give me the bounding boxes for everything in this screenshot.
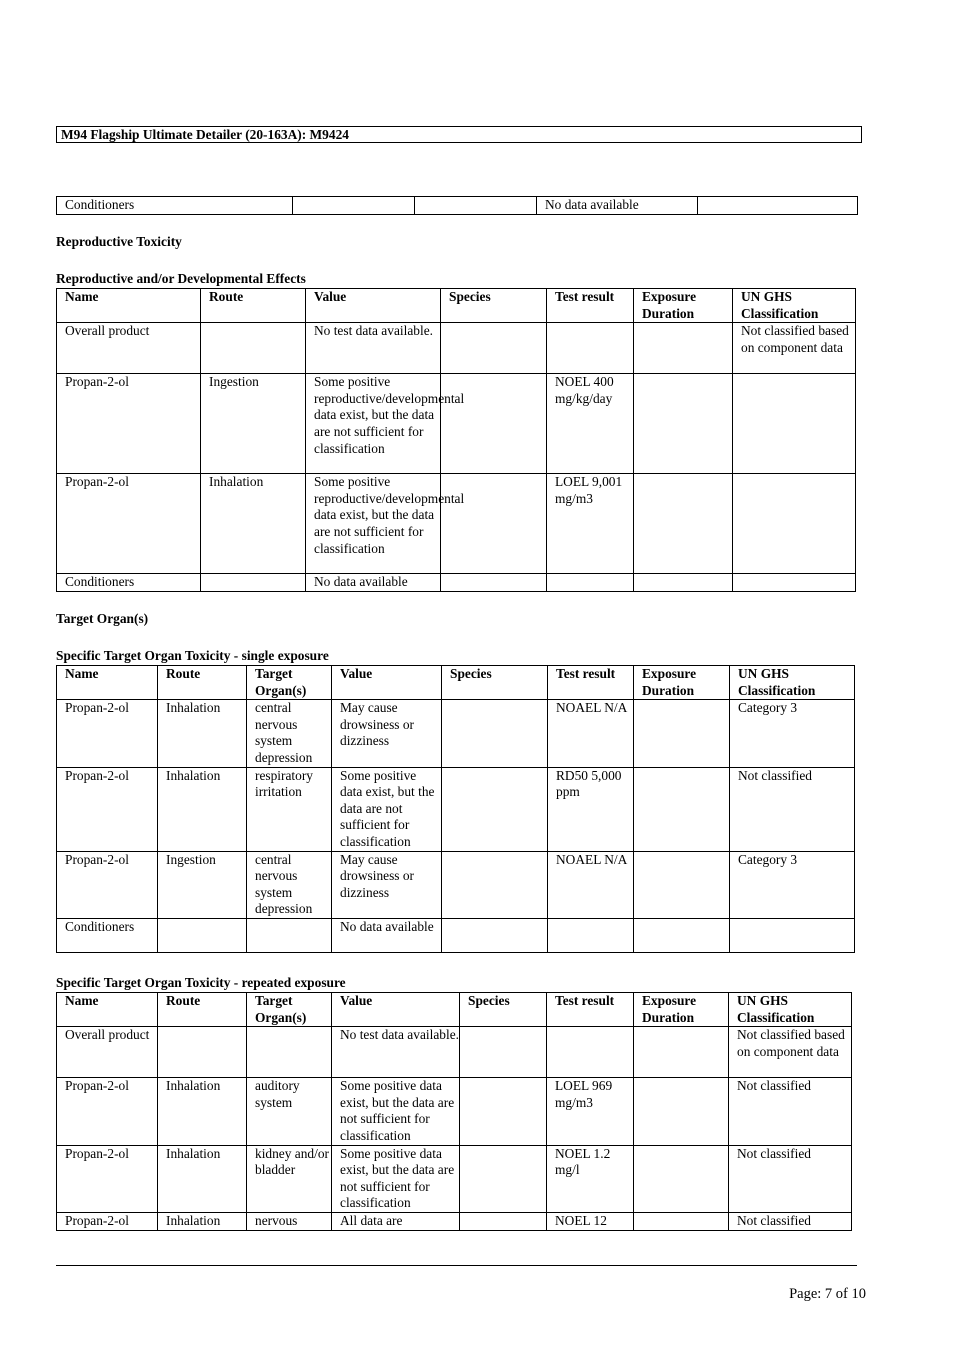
table-cell [201,323,306,374]
table-cell: Propan-2-ol [57,1212,158,1230]
page-number: Page: 7 of 10 [789,1286,866,1302]
table-cell: Propan-2-ol [57,851,158,918]
document-header: M94 Flagship Ultimate Detailer (20-163A): M9424 [56,126,862,143]
table-cell [634,1078,729,1145]
column-header: Species [460,993,547,1027]
column-header: Route [158,666,247,700]
table-cell: Propan-2-ol [57,767,158,851]
subtitle-single-exposure: Specific Target Organ Toxicity - single exposure [56,648,329,663]
repro-header-row [57,289,856,323]
table-cell [733,474,856,574]
single-exposure-table [56,665,855,953]
column-header: Route [158,993,247,1027]
column-header: UN GHS Classification [733,289,856,323]
table-row [57,918,855,952]
table-cell [634,1212,729,1230]
table-cell [460,1212,547,1230]
table-cell: central nervous system depression [247,851,332,918]
table-cell: Propan-2-ol [57,1145,158,1212]
table-cell: NOEL 400 mg/kg/day [547,374,634,474]
column-header: Exposure Duration [634,666,730,700]
column-header: Target Organ(s) [247,993,332,1027]
table-row [57,1027,852,1078]
table-cell: Not classified [729,1078,852,1145]
column-header: Value [306,289,441,323]
table-cell [547,574,634,592]
table-cell: No data available [306,574,441,592]
section-title-reproductive: Reproductive Toxicity [56,234,182,249]
table-cell [634,851,730,918]
table-cell: Inhalation [158,767,247,851]
repeated-header-row [57,993,852,1027]
table-cell [548,918,634,952]
table-cell: Inhalation [158,700,247,767]
table-cell: Propan-2-ol [57,1078,158,1145]
table-row [57,197,858,215]
table-cell: Propan-2-ol [57,474,201,574]
table-cell [441,574,547,592]
table-cell: auditory system [247,1078,332,1145]
footer-rule [56,1265,857,1266]
table-cell: Category 3 [730,700,855,767]
table-cell [634,474,733,574]
table-cell: central nervous system depression [247,700,332,767]
table-cell [460,1027,547,1078]
repro-table-body [57,323,856,592]
column-header: Species [441,289,547,323]
table-cell [158,1027,247,1078]
table-cell: NOAEL N/A [548,851,634,918]
table-cell: Not classified [729,1145,852,1212]
column-header: Value [332,993,460,1027]
table-cell [442,918,548,952]
table-cell [441,374,547,474]
table-cell: Category 3 [730,851,855,918]
table-cell [442,700,548,767]
table-row [57,700,855,767]
table-cell: Ingestion [201,374,306,474]
table-cell: May cause drowsiness or dizziness [332,851,442,918]
table-cell: RD50 5,000 ppm [548,767,634,851]
table-cell: Ingestion [158,851,247,918]
table-cell: May cause drowsiness or dizziness [332,700,442,767]
table-row [57,1078,852,1145]
table-cell [247,918,332,952]
table-cell [442,851,548,918]
table-cell [442,767,548,851]
repeated-exposure-table [56,992,852,1231]
single-exposure-body [57,700,855,953]
table-cell: respiratory irritation [247,767,332,851]
table-cell [634,323,733,374]
table-cell: NOEL 12 [547,1212,634,1230]
table-row [57,767,855,851]
column-header: Test result [548,666,634,700]
table-cell [158,918,247,952]
table-cell: Not classified [729,1212,852,1230]
table-cell: Some positive data exist, but the data are not sufficient for classification [332,1145,460,1212]
column-header: Exposure Duration [634,289,733,323]
table-cell: Some positive data exist, but the data are not sufficient for classification [332,1078,460,1145]
repeated-exposure-body [57,1027,852,1230]
table-row [57,851,855,918]
table-cell [634,1145,729,1212]
column-header: Name [57,289,201,323]
table-row [57,1212,852,1230]
table-cell: Inhalation [158,1212,247,1230]
table-cell: Overall product [57,1027,158,1078]
table-cell [201,574,306,592]
table-cell [460,1078,547,1145]
table-cell: LOEL 969 mg/m3 [547,1078,634,1145]
table-cell: No test data available. [332,1027,460,1078]
column-header: Route [201,289,306,323]
subtitle-repro-effects: Reproductive and/or Developmental Effects [56,271,306,286]
table-cell: NOEL 1.2 mg/l [547,1145,634,1212]
repro-table [56,288,856,592]
column-header: Name [57,666,158,700]
table-cell [460,1145,547,1212]
continued-table-body [57,197,858,215]
table-row [57,323,856,374]
column-header: Test result [547,993,634,1027]
table-cell: Not classified based on component data [733,323,856,374]
table-cell [415,197,537,215]
table-cell: No data available [332,918,442,952]
table-cell [441,323,547,374]
table-cell [733,374,856,474]
table-cell [293,197,415,215]
column-header: Species [442,666,548,700]
column-header: Value [332,666,442,700]
table-row [57,1145,852,1212]
table-cell: Propan-2-ol [57,374,201,474]
table-cell: LOEL 9,001 mg/m3 [547,474,634,574]
single-header-row [57,666,855,700]
table-cell: nervous [247,1212,332,1230]
table-cell: Inhalation [158,1145,247,1212]
continued-table [56,196,858,215]
table-cell: Overall product [57,323,201,374]
column-header: Exposure Duration [634,993,729,1027]
table-cell [547,323,634,374]
table-cell: Not classified based on component data [729,1027,852,1078]
table-cell [547,1027,634,1078]
table-cell: No data available [537,197,698,215]
table-row [57,474,856,574]
table-cell [441,474,547,574]
table-cell [698,197,858,215]
table-cell: NOAEL N/A [548,700,634,767]
table-row [57,574,856,592]
table-cell [634,918,730,952]
table-cell [634,374,733,474]
subtitle-repeated-exposure: Specific Target Organ Toxicity - repeated exposure [56,975,346,990]
table-cell: Not classified [730,767,855,851]
table-cell [634,1027,729,1078]
table-cell: Conditioners [57,574,201,592]
table-cell: All data are [332,1212,460,1230]
column-header: Target Organ(s) [247,666,332,700]
table-cell [634,574,733,592]
table-cell: Some positive data exist, but the data are not sufficient for classification [332,767,442,851]
table-cell [634,700,730,767]
column-header: Test result [547,289,634,323]
section-title-target-organs: Target Organ(s) [56,611,149,626]
table-cell: Propan-2-ol [57,700,158,767]
table-row [57,374,856,474]
column-header: UN GHS Classification [730,666,855,700]
table-cell: No test data available. [306,323,441,374]
table-cell [247,1027,332,1078]
table-cell: Inhalation [201,474,306,574]
column-header: Name [57,993,158,1027]
table-cell [733,574,856,592]
table-cell [634,767,730,851]
table-cell: kidney and/or bladder [247,1145,332,1212]
column-header: UN GHS Classification [729,993,852,1027]
table-cell [730,918,855,952]
table-cell: Conditioners [57,918,158,952]
table-cell: Some positive reproductive/developmental data exist, but the data are not sufficient for classification [306,474,441,574]
table-cell: Inhalation [158,1078,247,1145]
table-cell: Some positive reproductive/developmental data exist, but the data are not sufficient for classification [306,374,441,474]
table-cell: Conditioners [57,197,293,215]
